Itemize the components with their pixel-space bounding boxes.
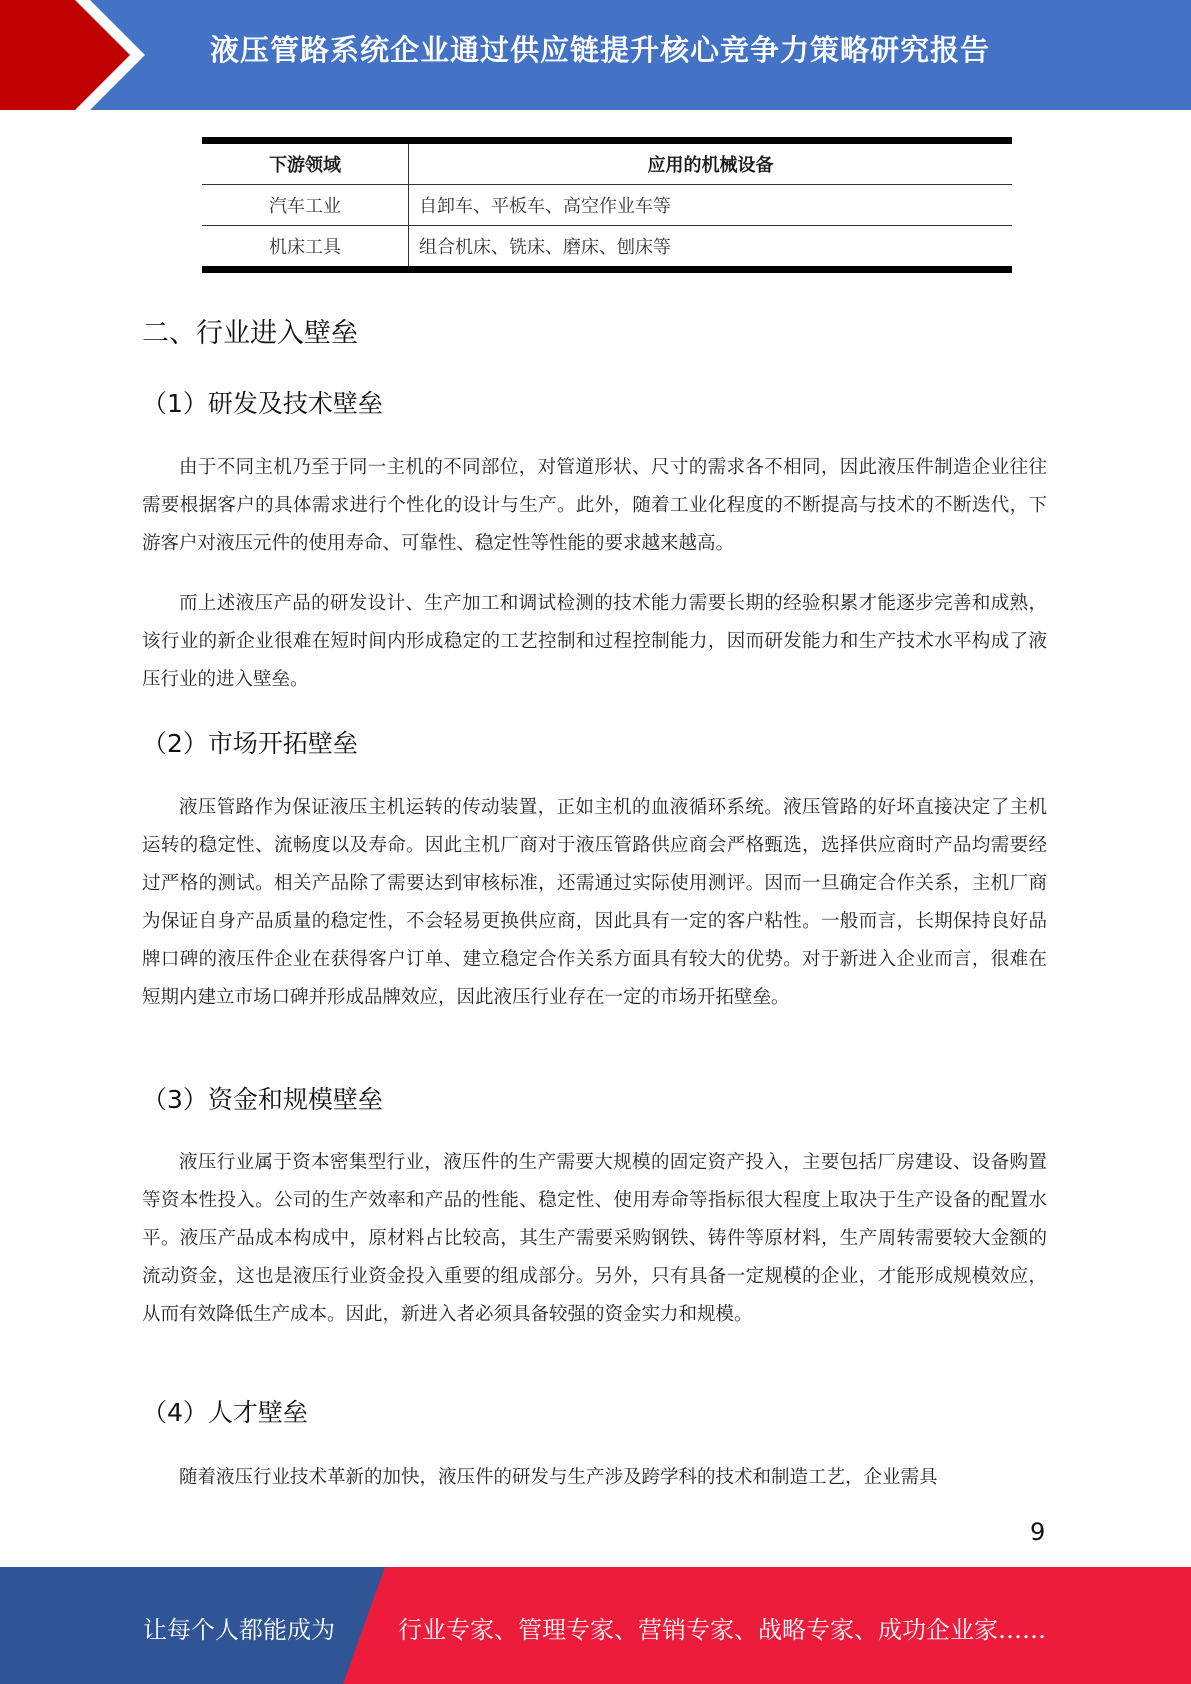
downstream-table — [202, 137, 1012, 273]
table-header-row — [202, 141, 1012, 185]
table-cell: 机床工具 — [202, 226, 409, 270]
header-arrow-decoration — [0, 0, 150, 110]
subsection-heading-3: （3）资金和规模壁垒 — [142, 1085, 383, 1114]
header-bar — [0, 0, 1191, 110]
paragraph: 而上述液压产品的研发设计、生产加工和调试检测的技术能力需要长期的经验积累才能逐步完善和成熟，该行业的新企业很难在短时间内形成稳定的工艺控制和过程控制能力，因而研发能力和生产技术水平构成了液压行业的进入壁垒。 — [142, 593, 1047, 690]
table-header-cell: 应用的机械设备 — [409, 141, 1013, 185]
subsection-heading-1: （1）研发及技术壁垒 — [142, 389, 383, 418]
table-cell: 汽车工业 — [202, 185, 409, 226]
table-row — [202, 185, 1012, 226]
table-row — [202, 226, 1012, 270]
table-cell: 组合机床、铣床、磨床、刨床等 — [419, 237, 671, 258]
table-cell: 自卸车、平板车、高空作业车等 — [409, 185, 1013, 226]
paragraph: 液压行业属于资本密集型行业，液压件的生产需要大规模的固定资产投入，主要包括厂房建设、设备购置等资本性投入。公司的生产效率和产品的性能、稳定性、使用寿命等指标很大程度上取决于生产设备的配置水平。液压产品成本构成中，原材料占比较高，其生产需要采购钢铁、铸件等原材料，生产周转需要较大金额的流动资金，这也是液压行业资金投入重要的组成部分。另外，只有具备一定规模的企业，才能形成规模效应，从而有效降低生产成本。因此，新进入者必须具备较强的资金实力和规模。 — [142, 1152, 1047, 1325]
paragraph: 由于不同主机乃至于同一主机的不同部位，对管道形状、尺寸的需求各不相同，因此液压件制造企业往往需要根据客户的具体需求进行个性化的设计与生产。此外，随着工业化程度的不断提高与技术的不断迭代，下游客户对液压元件的使用寿命、可靠性、稳定性等性能的要求越来越高。 — [142, 457, 1047, 554]
subsection-heading-4: （4）人才壁垒 — [142, 1398, 308, 1427]
page-number: 9 — [1030, 1518, 1046, 1546]
paragraph: 液压管路作为保证液压主机运转的传动装置，正如主机的血液循环系统。液压管路的好坏直接决定了主机运转的稳定性、流畅度以及寿命。因此主机厂商对于液压管路供应商会严格甄选，选择供应商时产品均需要经过严格的测试。相关产品除了需要达到审核标准，还需通过实际使用测评。因而一旦确定合作关系，主机厂商为保证自身产品质量的稳定性，不会轻易更换供应商，因此具有一定的客户粘性。一般而言，长期保持良好品牌口碑的液压件企业在获得客户订单、建立稳定合作关系方面具有较大的优势。对于新进入企业而言，很难在短期内建立市场口碑并形成品牌效应，因此液压行业存在一定的市场开拓壁垒。 — [142, 797, 1047, 1008]
report-title: 液压管路系统企业通过供应链提升核心竞争力策略研究报告 — [209, 33, 990, 67]
footer-slogan-right: 行业专家、管理专家、营销专家、战略专家、成功企业家…… — [398, 1616, 1046, 1644]
footer-slogan-left: 让每个人都能成为 — [143, 1616, 335, 1644]
table-header-cell: 下游领域 — [202, 141, 409, 185]
subsection-heading-2: （2）市场开拓壁垒 — [142, 729, 358, 758]
section-heading: 二、行业进入壁垒 — [142, 318, 358, 349]
paragraph: 随着液压行业技术革新的加快，液压件的研发与生产涉及跨学科的技术和制造工艺，企业需具 — [179, 1467, 938, 1488]
